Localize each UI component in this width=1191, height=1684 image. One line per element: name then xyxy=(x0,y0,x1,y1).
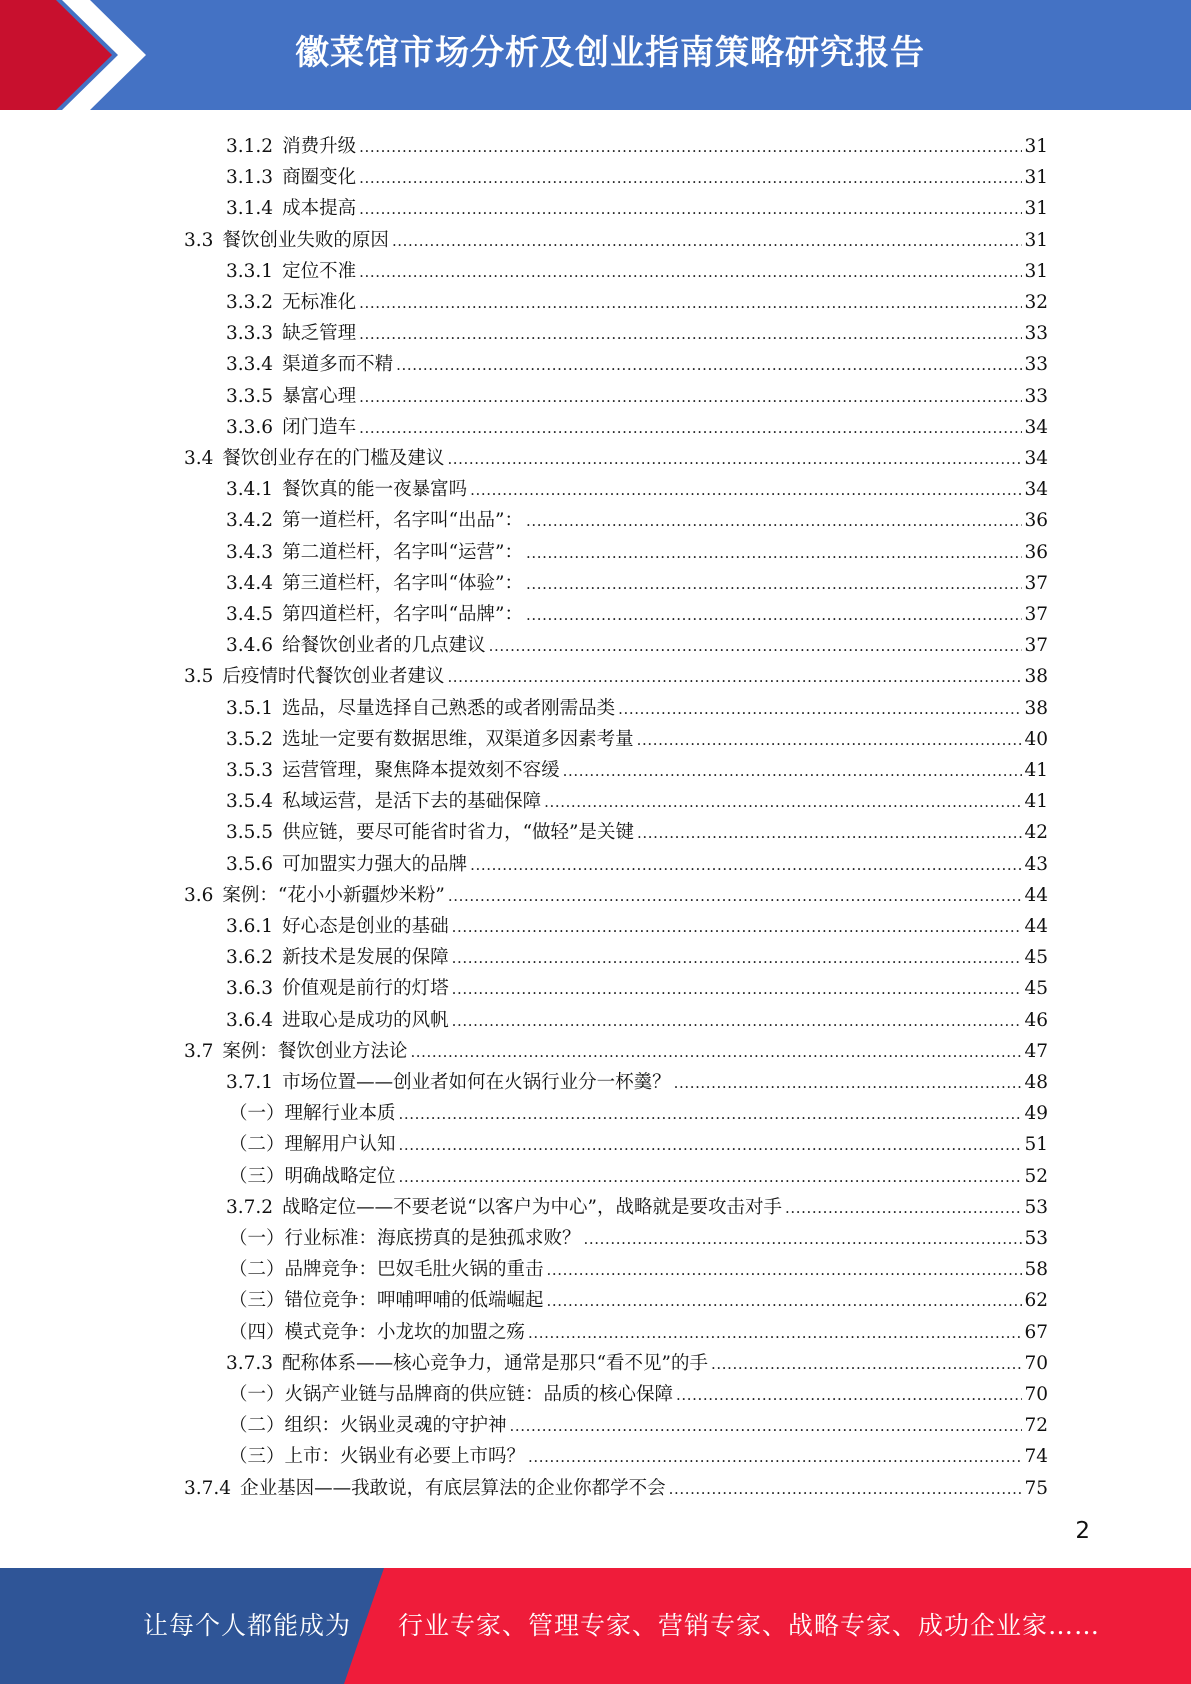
toc-dot-leader xyxy=(359,166,1022,190)
toc-dot-leader xyxy=(489,634,1023,658)
toc-entry-number: 3.3.1 xyxy=(226,260,274,282)
toc-entry-page: 74 xyxy=(1024,1446,1048,1468)
toc-entry[interactable] xyxy=(226,409,1048,440)
toc-entry-number: 3.3 xyxy=(184,229,214,251)
toc-entry-title: 配称体系——核心竞争力，通常是那只“看不见”的手 xyxy=(282,1352,708,1374)
toc-dot-leader xyxy=(392,229,1023,253)
toc-entry-title: 暴富心理 xyxy=(282,385,357,407)
toc-entry-title: 闭门造车 xyxy=(282,416,357,438)
toc-entry-title: 企业基因——我敢说，有底层算法的企业你都学不会 xyxy=(240,1477,666,1499)
toc-entry-number: 3.5.4 xyxy=(226,791,274,813)
toc-dot-leader xyxy=(452,915,1023,939)
toc-entry-number: 3.4.2 xyxy=(226,510,274,532)
toc-entry[interactable] xyxy=(184,440,1048,471)
toc-entry-page: 75 xyxy=(1024,1477,1048,1499)
footer-slogan-left: 让每个人都能成为 xyxy=(143,1611,352,1640)
toc-entry-page: 33 xyxy=(1024,323,1048,345)
toc-entry[interactable] xyxy=(229,1438,1048,1469)
toc-entry-page: 43 xyxy=(1024,853,1048,875)
toc-dot-leader xyxy=(547,1258,1023,1282)
toc-entry-page: 31 xyxy=(1024,198,1048,220)
page-number: 2 xyxy=(1075,1518,1090,1544)
toc-entry-page: 51 xyxy=(1024,1134,1048,1156)
toc-entry-title: （三）上市：火锅业有必要上市吗？ xyxy=(229,1446,526,1468)
toc-entry-title: （四）模式竞争：小龙坎的加盟之殇 xyxy=(229,1321,526,1343)
toc-entry-page: 34 xyxy=(1024,448,1048,469)
toc-entry-page: 34 xyxy=(1024,416,1048,438)
toc-entry[interactable] xyxy=(226,534,1048,565)
toc-entry[interactable] xyxy=(226,1345,1048,1376)
toc-entry[interactable] xyxy=(226,846,1048,877)
toc-entry-title: 案例：“花小小新疆炒米粉” xyxy=(222,884,445,906)
toc-entry-number: 3.1.3 xyxy=(226,167,274,189)
toc-entry-title: 供应链，要尽可能省时省力，“做轻”是关键 xyxy=(282,822,634,844)
toc-dot-leader xyxy=(563,759,1023,783)
toc-entry-page: 49 xyxy=(1024,1103,1048,1125)
toc-entry-page: 41 xyxy=(1024,791,1048,813)
toc-entry-number: 3.4.4 xyxy=(226,572,274,594)
toc-dot-leader xyxy=(359,291,1022,315)
toc-entry-page: 38 xyxy=(1024,666,1048,688)
toc-entry-title: 可加盟实力强大的品牌 xyxy=(282,853,468,875)
toc-dot-leader xyxy=(452,1009,1023,1033)
toc-entry-title: 第二道栏杆，名字叫“运营”： xyxy=(282,541,523,563)
toc-entry-page: 36 xyxy=(1024,510,1048,532)
toc-entry-title: 第四道栏杆，名字叫“品牌”： xyxy=(282,604,523,625)
toc-entry-page: 31 xyxy=(1024,260,1048,282)
toc-entry-number: 3.5.1 xyxy=(226,697,274,719)
toc-dot-leader xyxy=(676,1383,1022,1407)
toc-dot-leader xyxy=(674,1071,1023,1095)
toc-entry-page: 40 xyxy=(1024,728,1048,750)
toc-entry-page: 36 xyxy=(1024,541,1048,563)
toc-dot-leader xyxy=(547,1289,1023,1313)
toc-entry-title: 私域运营，是活下去的基础保障 xyxy=(282,791,542,813)
toc-entry-number: 3.7 xyxy=(184,1040,214,1062)
toc-entry-title: 第一道栏杆，名字叫“出品”： xyxy=(282,510,523,532)
toc-entry-number: 3.5 xyxy=(184,666,214,688)
toc-entry-number: 3.4.5 xyxy=(226,604,274,625)
toc-dot-leader xyxy=(410,1040,1022,1064)
toc-entry-page: 42 xyxy=(1024,822,1048,844)
toc-dot-leader xyxy=(399,1133,1023,1157)
toc-dot-leader xyxy=(452,946,1023,970)
toc-entry[interactable] xyxy=(226,627,1048,658)
toc-dot-leader xyxy=(447,447,1022,471)
toc-entry-number: 3.4.1 xyxy=(226,479,274,501)
toc-entry-number: 3.6.4 xyxy=(226,1009,274,1031)
toc-dot-leader xyxy=(359,322,1022,346)
toc-entry-number: 3.3.2 xyxy=(226,292,274,313)
toc-entry[interactable] xyxy=(226,315,1048,346)
toc-entry-number: 3.7.1 xyxy=(226,1072,274,1093)
toc-entry[interactable] xyxy=(226,1002,1048,1033)
toc-entry-page: 53 xyxy=(1024,1228,1048,1249)
toc-entry-title: （一）火锅产业链与品牌商的供应链：品质的核心保障 xyxy=(229,1384,674,1405)
toc-entry-page: 52 xyxy=(1024,1165,1048,1187)
toc-entry-title: 餐饮真的能一夜暴富吗 xyxy=(282,479,468,501)
toc-entry[interactable] xyxy=(226,378,1048,409)
toc-entry-number: 3.5.3 xyxy=(226,760,274,781)
toc-entry-page: 70 xyxy=(1024,1384,1048,1405)
toc-dot-leader xyxy=(526,603,1022,627)
toc-dot-leader xyxy=(359,135,1022,159)
toc-entry-number: 3.7.2 xyxy=(226,1196,274,1218)
footer-slogan-right: 行业专家、管理专家、营销专家、战略专家、成功企业家…… xyxy=(398,1611,1101,1640)
toc-entry-title: 消费升级 xyxy=(282,136,357,157)
toc-entry[interactable] xyxy=(229,1282,1048,1313)
toc-entry-number: 3.6.2 xyxy=(226,947,274,969)
toc-dot-leader xyxy=(528,1321,1022,1345)
toc-dot-leader xyxy=(399,1165,1023,1189)
toc-entry-number: 3.6.1 xyxy=(226,916,274,937)
toc-entry-title: （一）理解行业本质 xyxy=(229,1103,396,1125)
toc-entry-number: 3.5.5 xyxy=(226,822,274,844)
toc-entry-number: 3.1.4 xyxy=(226,198,274,220)
toc-entry-title: 市场位置——创业者如何在火锅行业分一杯羹？ xyxy=(282,1072,671,1093)
toc-entry[interactable] xyxy=(226,1064,1048,1095)
toc-dot-leader xyxy=(359,197,1022,221)
toc-dot-leader xyxy=(470,478,1022,502)
toc-entry[interactable] xyxy=(184,1033,1048,1064)
toc-entry-title: 进取心是成功的风帆 xyxy=(282,1009,449,1031)
toc-entry-page: 37 xyxy=(1024,604,1048,625)
toc-entry[interactable] xyxy=(226,752,1048,783)
toc-dot-leader xyxy=(452,977,1023,1001)
toc-entry-title: 价值观是前行的灯塔 xyxy=(282,978,449,1000)
toc-entry-number: 3.5.2 xyxy=(226,728,274,750)
toc-entry-number: 3.3.5 xyxy=(226,385,274,407)
toc-entry-page: 41 xyxy=(1024,760,1048,781)
toc-entry-number: 3.3.4 xyxy=(226,354,274,376)
toc-dot-leader xyxy=(526,541,1022,565)
toc-entry-title: 餐饮创业失败的原因 xyxy=(222,229,389,251)
toc-entry-page: 37 xyxy=(1024,635,1048,657)
toc-entry-page: 45 xyxy=(1024,978,1048,1000)
toc-entry[interactable] xyxy=(226,565,1048,596)
toc-entry-title: （二）品牌竞争：巴奴毛肚火锅的重击 xyxy=(229,1259,544,1281)
toc-entry-page: 58 xyxy=(1024,1259,1048,1281)
toc-entry[interactable] xyxy=(229,1220,1048,1251)
toc-entry[interactable] xyxy=(184,1470,1048,1501)
toc-entry-number: 3.7.4 xyxy=(184,1477,232,1499)
toc-entry[interactable] xyxy=(229,1158,1048,1189)
toc-entry-title: （三）明确战略定位 xyxy=(229,1165,396,1187)
toc-entry[interactable] xyxy=(226,690,1048,721)
toc-entry[interactable] xyxy=(226,1189,1048,1220)
toc-entry[interactable] xyxy=(229,1251,1048,1282)
toc-entry[interactable] xyxy=(226,814,1048,845)
toc-entry-title: （二）理解用户认知 xyxy=(229,1134,396,1156)
page-header xyxy=(0,0,1191,110)
toc-entry-number: 3.4.6 xyxy=(226,635,274,657)
toc-entry-page: 48 xyxy=(1024,1072,1048,1093)
toc-entry-number: 3.4.3 xyxy=(226,541,274,563)
toc-entry-number: 3.5.6 xyxy=(226,853,274,875)
toc-entry-title: （一）行业标准：海底捞真的是独孤求败？ xyxy=(229,1228,581,1249)
toc-entry-number: 3.3.3 xyxy=(226,323,274,345)
toc-entry-title: 定位不准 xyxy=(282,260,357,282)
toc-entry-title: 给餐饮创业者的几点建议 xyxy=(282,635,486,657)
toc-entry-number: 3.4 xyxy=(184,448,214,469)
toc-entry-title: 无标准化 xyxy=(282,292,357,313)
toc-entry-page: 45 xyxy=(1024,947,1048,969)
toc-dot-leader xyxy=(618,697,1022,721)
toc-entry[interactable] xyxy=(226,346,1048,377)
toc-entry-page: 38 xyxy=(1024,697,1048,719)
toc-entry-title: 案例：餐饮创业方法论 xyxy=(222,1040,408,1062)
toc-entry-page: 62 xyxy=(1024,1290,1048,1312)
toc-entry-page: 53 xyxy=(1024,1196,1048,1218)
toc-entry-page: 33 xyxy=(1024,354,1048,376)
toc-entry-page: 33 xyxy=(1024,385,1048,407)
toc-entry[interactable] xyxy=(229,1376,1048,1407)
toc-entry-page: 31 xyxy=(1024,229,1048,251)
toc-entry[interactable] xyxy=(226,783,1048,814)
toc-entry-page: 67 xyxy=(1024,1321,1048,1343)
toc-entry[interactable] xyxy=(229,1095,1048,1126)
toc-entry-page: 31 xyxy=(1024,136,1048,157)
toc-entry-title: 选址一定要有数据思维，双渠道多因素考量 xyxy=(282,728,634,750)
toc-entry-title: 运营管理，聚焦降本提效刻不容缓 xyxy=(282,760,560,781)
toc-dot-leader xyxy=(526,509,1022,533)
toc-entry-page: 34 xyxy=(1024,479,1048,501)
toc-entry-title: 第三道栏杆，名字叫“体验”： xyxy=(282,572,523,594)
toc-entry-page: 46 xyxy=(1024,1009,1048,1031)
toc-entry[interactable] xyxy=(226,502,1048,533)
toc-entry-title: 商圈变化 xyxy=(282,167,357,189)
toc-entry-title: 新技术是发展的保障 xyxy=(282,947,449,969)
toc-entry[interactable] xyxy=(184,658,1048,689)
toc-dot-leader xyxy=(447,665,1022,689)
toc-dot-leader xyxy=(711,1352,1022,1376)
toc-entry-page: 70 xyxy=(1024,1352,1048,1374)
toc-entry-page: 32 xyxy=(1024,292,1048,313)
toc-dot-leader xyxy=(359,385,1022,409)
toc-entry-number: 3.6 xyxy=(184,884,214,906)
toc-entry-title: （三）错位竞争：呷哺呷哺的低端崛起 xyxy=(229,1290,544,1312)
toc-dot-leader xyxy=(637,821,1022,845)
toc-entry-number: 3.6.3 xyxy=(226,978,274,1000)
toc-dot-leader xyxy=(526,572,1022,596)
toc-dot-leader xyxy=(470,853,1022,877)
toc-entry-title: 选品，尽量选择自己熟悉的或者刚需品类 xyxy=(282,697,616,719)
toc-entry-title: 战略定位——不要老说“以客户为中心”，战略就是要攻击对手 xyxy=(282,1196,782,1218)
toc-entry-title: 成本提高 xyxy=(282,198,357,220)
toc-entry[interactable] xyxy=(226,159,1048,190)
toc-dot-leader xyxy=(637,728,1023,752)
toc-entry[interactable] xyxy=(226,253,1048,284)
toc-entry-title: 渠道多而不精 xyxy=(282,354,394,376)
toc-entry-title: 后疫情时代餐饮创业者建议 xyxy=(222,666,445,688)
toc-entry-title: 餐饮创业存在的门槛及建议 xyxy=(222,448,445,469)
toc-entry-title: （二）组织：火锅业灵魂的守护神 xyxy=(229,1415,507,1437)
toc-entry-page: 44 xyxy=(1024,916,1048,937)
toc-entry[interactable] xyxy=(226,284,1048,315)
toc-entry[interactable] xyxy=(226,128,1048,159)
toc-entry[interactable] xyxy=(226,908,1048,939)
toc-entry[interactable] xyxy=(226,190,1048,221)
toc-entry[interactable] xyxy=(229,1126,1048,1157)
toc-dot-leader xyxy=(359,416,1022,440)
toc-dot-leader xyxy=(399,1102,1023,1126)
toc-entry-page: 72 xyxy=(1024,1415,1048,1437)
toc-dot-leader xyxy=(544,790,1022,814)
toc-dot-leader xyxy=(396,353,1022,377)
toc-entry[interactable] xyxy=(226,596,1048,627)
toc-dot-leader xyxy=(448,884,1023,908)
toc-dot-leader xyxy=(510,1414,1023,1438)
toc-entry[interactable] xyxy=(184,222,1048,253)
toc-entry-page: 44 xyxy=(1024,884,1048,906)
toc-entry-number: 3.1.2 xyxy=(226,136,274,157)
toc-dot-leader xyxy=(584,1227,1023,1251)
toc-dot-leader xyxy=(359,260,1022,284)
toc-dot-leader xyxy=(785,1196,1022,1220)
toc-entry-page: 37 xyxy=(1024,572,1048,594)
toc-entry[interactable] xyxy=(184,877,1048,908)
toc-entry-number: 3.3.6 xyxy=(226,416,274,438)
toc-entry[interactable] xyxy=(226,471,1048,502)
toc-entry[interactable] xyxy=(226,721,1048,752)
toc-dot-leader xyxy=(669,1477,1023,1501)
toc-entry-title: 缺乏管理 xyxy=(282,323,357,345)
toc-entry-title: 好心态是创业的基础 xyxy=(282,916,449,937)
page-footer xyxy=(0,1568,1191,1684)
document-title: 徽菜馆市场分析及创业指南策略研究报告 xyxy=(295,33,925,73)
toc-entry[interactable] xyxy=(229,1314,1048,1345)
toc-entry-page: 47 xyxy=(1024,1040,1048,1062)
toc-entry[interactable] xyxy=(226,939,1048,970)
toc-entry[interactable] xyxy=(226,970,1048,1001)
toc-entry-page: 31 xyxy=(1024,167,1048,189)
toc-dot-leader xyxy=(528,1445,1022,1469)
toc-entry[interactable] xyxy=(229,1407,1048,1438)
toc-entry-number: 3.7.3 xyxy=(226,1352,274,1374)
